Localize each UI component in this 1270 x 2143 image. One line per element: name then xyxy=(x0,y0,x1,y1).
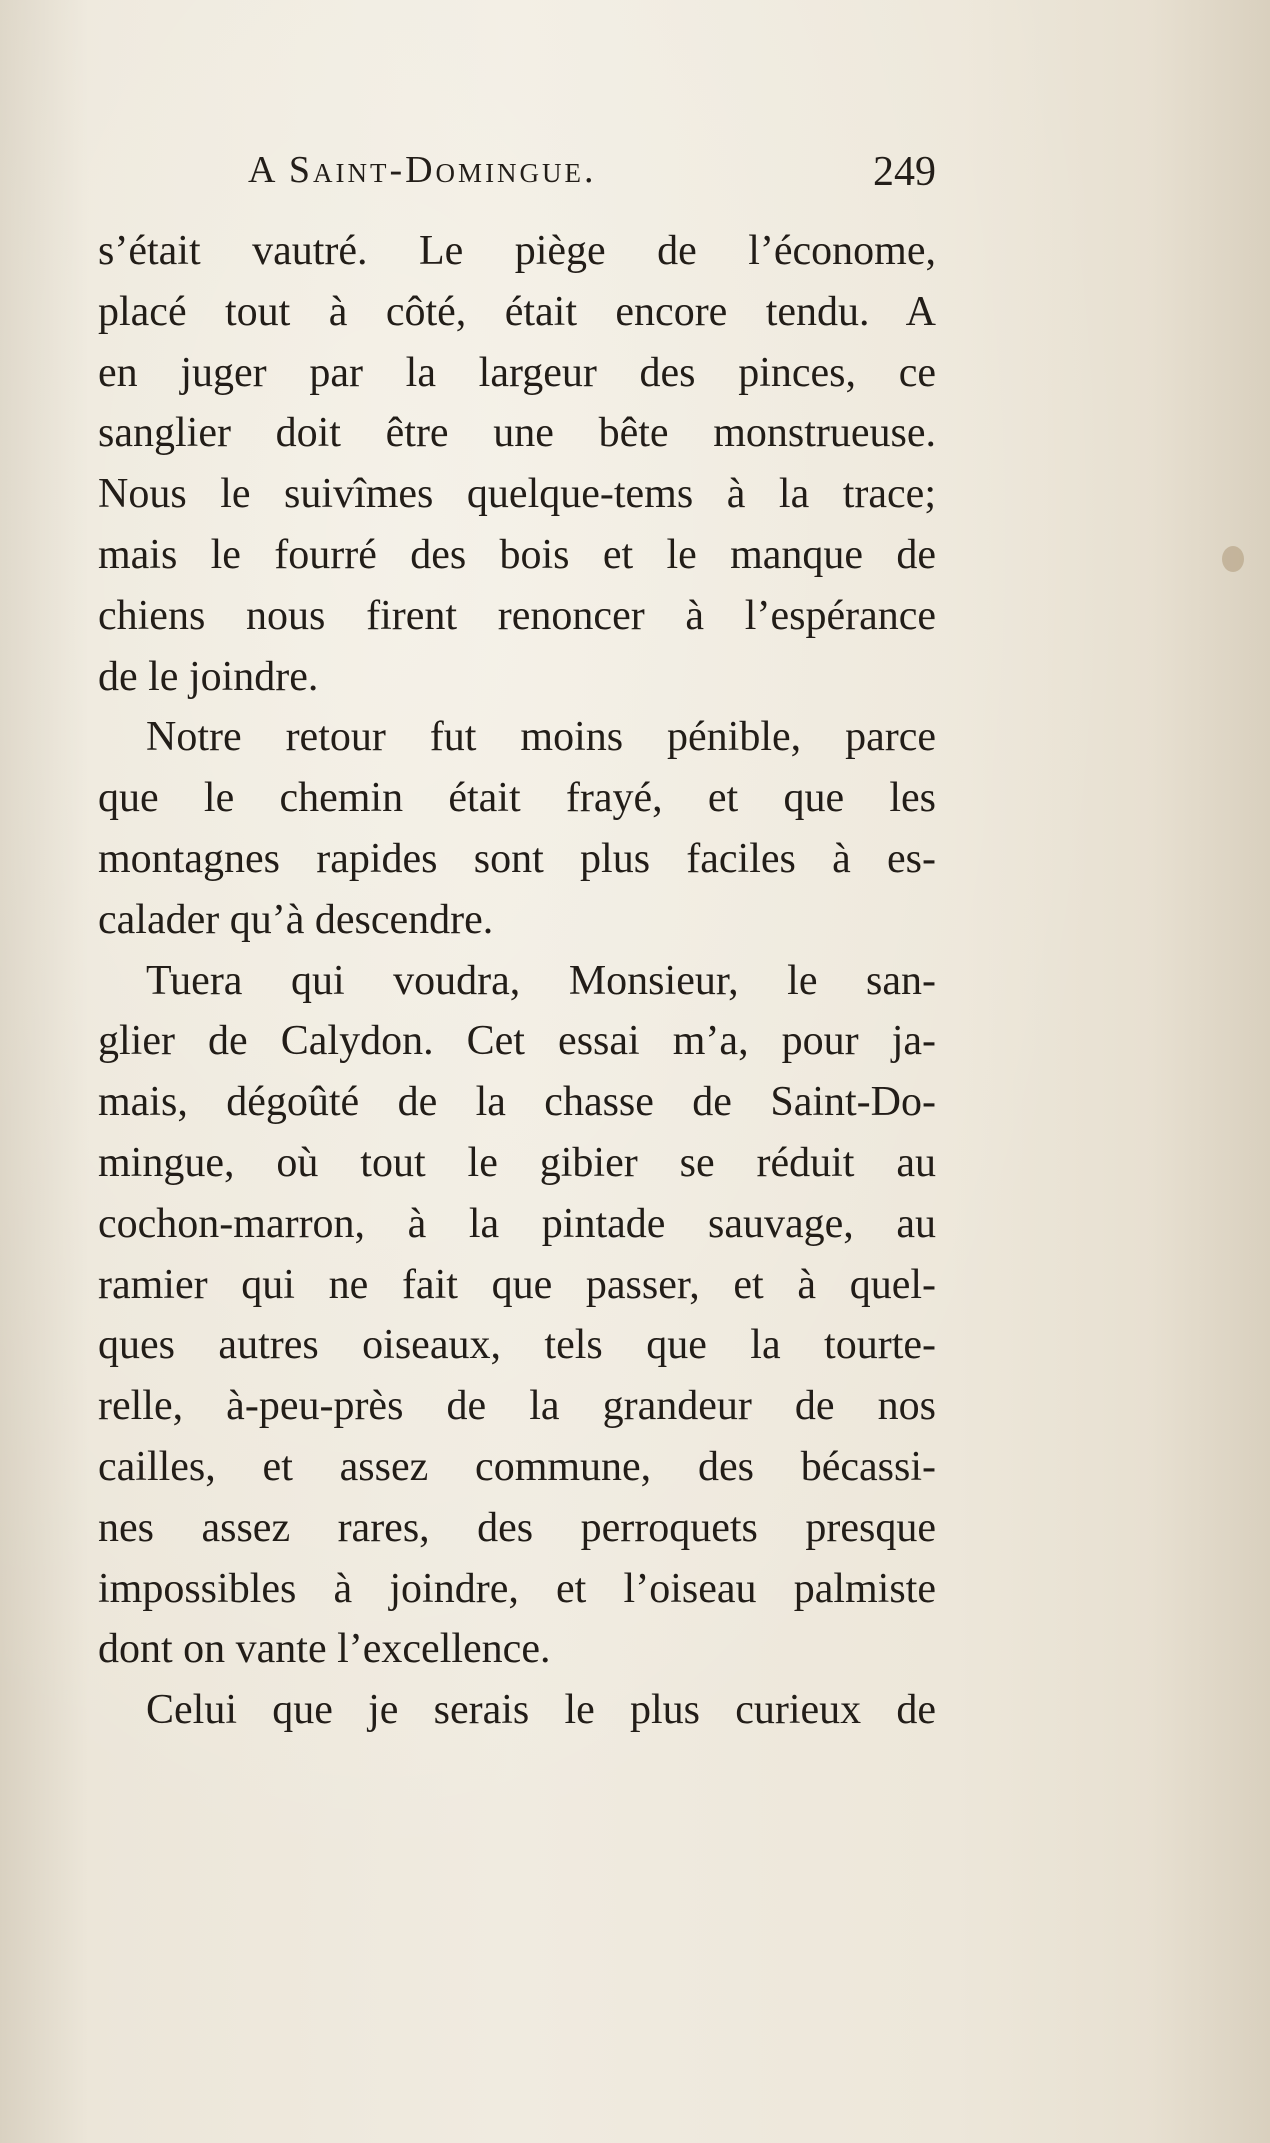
text-line: en juger par la largeur des pinces, ce xyxy=(98,349,936,396)
text-line: de le joindre. xyxy=(98,653,319,700)
running-title: A Saint-Domingue. xyxy=(248,149,597,191)
text-line: chiens nous firent renoncer à l’espérance xyxy=(98,592,936,639)
text-line: mais, dégoûté de la chasse de Saint-Do- xyxy=(98,1079,936,1126)
text-line: placé tout à côté, était encore tendu. A xyxy=(98,288,936,335)
text-line: Notre retour fut moins pénible, parce xyxy=(146,714,936,761)
text-line: relle, à-peu-près de la grandeur de nos xyxy=(98,1383,936,1430)
text-line: glier de Calydon. Cet essai m’a, pour ja- xyxy=(98,1018,936,1065)
text-line: Nous le suivîmes quelque-tems à la trace; xyxy=(98,471,936,518)
text-line: ramier qui ne fait que passer, et à quel- xyxy=(98,1261,936,1308)
text-line: Tuera qui voudra, Monsieur, le san- xyxy=(146,957,936,1004)
text-line: s’était vautré. Le piège de l’économe, xyxy=(98,228,936,274)
text-line: dont on vante l’excellence. xyxy=(98,1626,551,1673)
text-line: nes assez rares, des perroquets presque xyxy=(98,1504,936,1551)
text-line: calader qu’à descendre. xyxy=(98,896,494,943)
text-line: cailles, et assez commune, des bécassi- xyxy=(98,1443,936,1490)
text-line: mais le fourré des bois et le manque de xyxy=(98,531,936,578)
text-line: Celui que je serais le plus curieux de xyxy=(146,1687,936,1734)
text-line: montagnes rapides sont plus faciles à es- xyxy=(98,835,936,882)
text-line: que le chemin était frayé, et que les xyxy=(98,775,936,822)
text-line: mingue, où tout le gibier se réduit au xyxy=(98,1139,936,1186)
paper-stain xyxy=(1222,546,1244,572)
text-line: ques autres oiseaux, tels que la tourte- xyxy=(98,1322,936,1369)
body-text xyxy=(98,221,936,1741)
text-line: sanglier doit être une bête monstrueuse. xyxy=(98,410,936,457)
page-header xyxy=(98,148,936,208)
text-line: cochon-marron, à la pintade sauvage, au xyxy=(98,1200,936,1247)
page-number: 249 xyxy=(873,149,936,195)
text-line: impossibles à joindre, et l’oiseau palmiste xyxy=(98,1565,936,1612)
